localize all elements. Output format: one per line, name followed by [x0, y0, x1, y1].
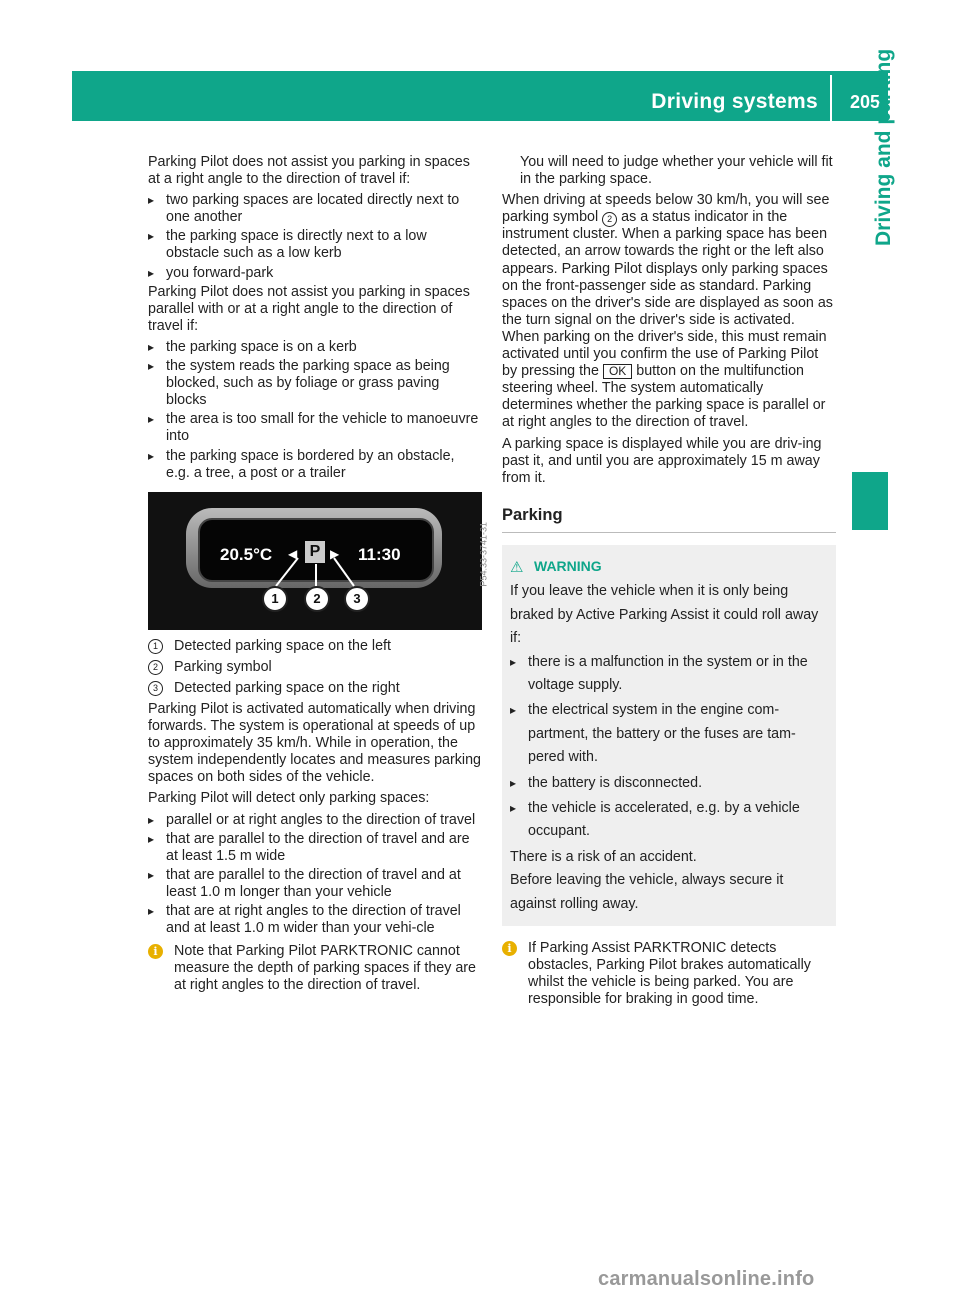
warning-box: [502, 545, 836, 926]
continuation-text: You will need to judge whether your vehicle will fit in the parking space.: [520, 154, 833, 188]
parking-symbol-icon: P: [305, 541, 325, 563]
caption-text: Parking symbol: [174, 658, 272, 675]
warning-intro: If you leave the vehicle when it is only being braked by Active Parking Assist it could roll away if:: [510, 583, 819, 647]
list-item: ▸ that are parallel to the direction of travel and are at least 1.5 m wide: [148, 831, 482, 865]
caption-number: 3: [148, 681, 163, 696]
list-item: ▸ the system reads the parking space as being blocked, such as by foliage or grass paving blocks: [148, 358, 482, 409]
right-column: [502, 154, 836, 1008]
status-text-2: as a status indicator in the instrument cluster. When a parking space has been detected, an arrow towards the right or the left also appears. Parking Pilot displays only parking spaces on the front-passenger side as standard. Parking spaces on the driver's side are displayed as soon as the turn signal on the driver's side is activated. When parking on the driver's side, this must remain activated until you confirm the use of Parking Pilot by pressing the: [502, 209, 833, 380]
display-temperature: 20.5°C: [220, 544, 273, 564]
page-number: 205: [849, 92, 880, 112]
caption-number: 1: [148, 639, 163, 654]
list-item: ▸ that are at right angles to the direction of travel and at least 1.0 m wider than your vehi-cle: [148, 903, 482, 937]
detect-intro: Parking Pilot will detect only parking spaces:: [148, 790, 430, 807]
warning-title-text: WARNING: [534, 557, 602, 574]
caption-text: Detected parking space on the left: [174, 637, 391, 654]
list-item: ▸ parallel or at right angles to the direction of travel: [148, 812, 482, 829]
ok-key-icon: OK: [603, 364, 632, 379]
symbol-ref: 2: [602, 212, 617, 227]
callout-3: 3: [344, 586, 370, 612]
intro-parallel: Parking Pilot does not assist you parking in spaces parallel with or at a right angle to the direction of travel if:: [148, 283, 470, 334]
info-note-text: Note that Parking Pilot PARKTRONIC cannot measure the depth of parking spaces if they are at right angles to the direction of travel.: [174, 943, 477, 994]
list-item: ▸ two parking spaces are located directly next to one another: [148, 192, 482, 226]
caption: [148, 680, 482, 697]
header-divider: [830, 75, 832, 121]
intro-right-angle: Parking Pilot does not assist you parking in spaces at a right angle to the direction of travel if:: [148, 154, 470, 188]
info-note: [148, 943, 482, 994]
arrow-left-icon: ◀: [288, 546, 298, 561]
watermark: carmanualsonline.info: [598, 1268, 815, 1290]
instrument-cluster-figure: [148, 492, 489, 630]
info-icon: i: [148, 944, 163, 959]
side-tab-label: Driving and parking: [872, 48, 895, 246]
list-item: ▸ that are parallel to the direction of travel and at least 1.0 m longer than your vehicle: [148, 867, 482, 901]
header-title: Driving systems: [651, 90, 818, 113]
list-item: ▸ the parking space is directly next to a low obstacle such as a low kerb: [148, 228, 482, 262]
warning-triangle-icon: ⚠: [510, 558, 524, 576]
activation-paragraph: Parking Pilot is activated automatically when driving forwards. The system is operational at speeds of up to approximately 35 km/h. While in operation, the system independently locates and measures parking spaces on both sides of the vehicle.: [148, 700, 481, 786]
list-item: ▸ the parking space is bordered by an obstacle, e.g. a tree, a post or a trailer: [148, 448, 482, 482]
warning-risk: There is a risk of an accident.: [510, 848, 697, 865]
warning-item: ▸ the electrical system in the engine com-partment, the battery or the fuses are tam-pered with.: [510, 699, 828, 769]
status-text-1: When driving at speeds below 30 km/h, you will see parking symbol: [502, 192, 830, 226]
info-note-text: If Parking Assist PARKTRONIC detects obstacles, Parking Pilot brakes automatically whilst the vehicle is being parked. You are responsible for braking in good time.: [528, 939, 811, 1008]
left-column: [148, 154, 489, 994]
figure-id: P54.33-3741-31: [479, 521, 489, 587]
warning-advice: Before leaving the vehicle, always secure it against rolling away.: [510, 872, 784, 912]
list-item: ▸ you forward-park: [148, 265, 482, 282]
display-range-paragraph: A parking space is displayed while you are driv-ing past it, and until you are approximately 15 m away from it.: [502, 435, 822, 486]
caption-number: 2: [148, 660, 163, 675]
list-item: ▸ the area is too small for the vehicle to manoeuvre into: [148, 411, 482, 445]
status-text-3: button on the multifunction steering wheel. The system automatically determines whether the parking space is parallel or at right angles to the direction of travel.: [502, 363, 826, 431]
warning-item: ▸ the vehicle is accelerated, e.g. by a vehicle occupant.: [510, 797, 828, 844]
info-icon: i: [502, 941, 517, 956]
caption: [148, 659, 482, 676]
warning-item: ▸ there is a malfunction in the system or in the voltage supply.: [510, 651, 828, 698]
info-note: [502, 940, 836, 1008]
warning-title: [510, 555, 828, 578]
page-header: [72, 71, 888, 121]
caption-text: Detected parking space on the right: [174, 679, 400, 696]
callout-2: 2: [304, 586, 330, 612]
section-heading: Parking: [502, 507, 836, 533]
display-time: 11:30: [358, 544, 401, 564]
caption: [148, 638, 482, 655]
side-tab-marker: [852, 472, 888, 530]
status-paragraph: [502, 192, 836, 431]
warning-item: ▸ the battery is disconnected.: [510, 772, 828, 795]
list-item: ▸ the parking space is on a kerb: [148, 339, 482, 356]
arrow-right-icon: ▶: [330, 546, 340, 561]
callout-1: 1: [262, 586, 288, 612]
